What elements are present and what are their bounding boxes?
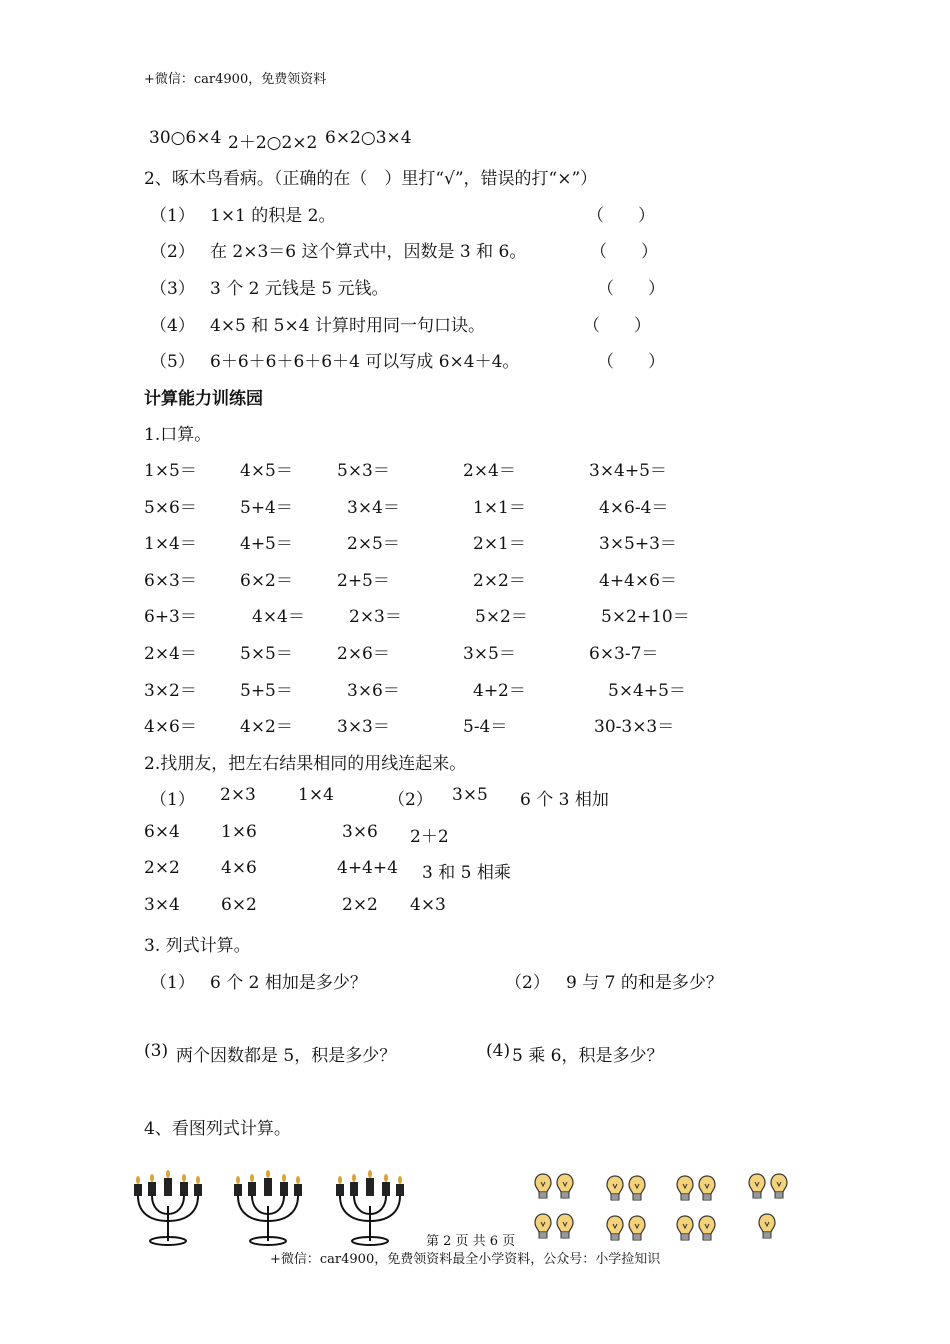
oral-item: 5×3＝ — [337, 461, 390, 481]
match-head-6: 6 个 3 相加 — [520, 790, 609, 810]
footer-page: 第 2 页 共 6 页 — [426, 1234, 516, 1249]
list-calc-q3-text: 两个因数都是 5，积是多少？ — [176, 1046, 397, 1066]
oral-item: 5-4＝ — [463, 717, 508, 737]
oral-item: 1×5＝ — [144, 461, 197, 481]
list-calc-q4-text: 5 乘 6，积是多少？ — [512, 1046, 664, 1066]
list-calc-q2-text: 9 与 7 的和是多少？ — [566, 973, 723, 993]
oral-item: 5×2＝ — [475, 607, 528, 627]
match-head-1: （1） — [150, 790, 195, 810]
oral-item: 2×5＝ — [347, 534, 400, 554]
oral-item: 4×6-4＝ — [599, 498, 669, 518]
list-calc-q2-num: （2） — [505, 973, 550, 993]
picture-calc-title: 4、看图列式计算。 — [144, 1119, 291, 1139]
match-head-5: 3×5 — [452, 785, 488, 805]
match-item[interactable]: 4×6 — [221, 858, 257, 878]
oral-item: 30-3×3＝ — [594, 717, 675, 737]
oral-item: 2×4＝ — [463, 461, 516, 481]
compare-item-2: 2＋2○2×2 — [228, 133, 318, 153]
oral-item: 3×2＝ — [144, 681, 197, 701]
match-item[interactable]: 6×2 — [221, 895, 257, 915]
oral-item: 2×4＝ — [144, 644, 197, 664]
oral-item: 3×5＝ — [463, 644, 516, 664]
oral-item: 6×3-7＝ — [589, 644, 659, 664]
candelabra-image — [228, 1166, 308, 1246]
q2-item-2-num: （2） — [150, 242, 195, 262]
match-item[interactable]: 2×2 — [144, 858, 180, 878]
oral-item: 3×4＝ — [347, 498, 400, 518]
candelabra-image — [128, 1166, 208, 1246]
oral-item: 4×2＝ — [240, 717, 293, 737]
match-item[interactable]: 2×2 — [342, 895, 378, 915]
q2-item-3-num: （3） — [150, 279, 195, 299]
match-item[interactable]: 2＋2 — [410, 827, 449, 847]
q2-item-5-text: 6＋6＋6＋6＋6＋4 可以写成 6×4＋4。 — [210, 352, 520, 372]
match-item[interactable]: 4×3 — [410, 895, 446, 915]
q2-title: 2、啄木鸟看病。（正确的在（ ）里打“√”，错误的打“×”） — [144, 169, 598, 189]
candelabra-image — [330, 1166, 410, 1246]
list-calc-q4-num: (4) — [486, 1041, 511, 1061]
oral-item: 6×2＝ — [240, 571, 293, 591]
q2-item-1-num: （1） — [150, 206, 195, 226]
oral-item: 4×6＝ — [144, 717, 197, 737]
oral-title: 1.口算。 — [144, 425, 212, 445]
oral-item: 4+5＝ — [240, 534, 293, 554]
q2-item-2-paren[interactable]: （ ） — [590, 242, 658, 262]
q2-item-5-num: （5） — [150, 352, 195, 372]
q2-item-1-text: 1×1 的积是 2。 — [210, 206, 336, 226]
oral-item: 6+3＝ — [144, 607, 197, 627]
match-head-4: （2） — [388, 790, 433, 810]
oral-item: 5×2+10＝ — [601, 607, 690, 627]
q2-item-4-num: （4） — [150, 316, 195, 336]
oral-item: 4×4＝ — [252, 607, 305, 627]
q2-item-5-paren[interactable]: （ ） — [597, 352, 665, 372]
oral-item: 2×6＝ — [337, 644, 390, 664]
oral-item: 1×4＝ — [144, 534, 197, 554]
match-head-3: 1×4 — [298, 785, 334, 805]
q2-item-3-paren[interactable]: （ ） — [597, 279, 665, 299]
oral-item: 5×5＝ — [240, 644, 293, 664]
header-note: +微信：car4900，免费领资料 — [144, 72, 327, 87]
list-calc-title: 3. 列式计算。 — [144, 936, 251, 956]
compare-item-3: 6×2○3×4 — [325, 128, 412, 148]
oral-item: 2×1＝ — [473, 534, 526, 554]
oral-item: 2×3＝ — [349, 607, 402, 627]
match-item[interactable]: 6×4 — [144, 822, 180, 842]
list-calc-q3-num: (3) — [144, 1041, 169, 1061]
list-calc-q1-text: 6 个 2 相加是多少？ — [210, 973, 367, 993]
oral-item: 1×1＝ — [473, 498, 526, 518]
oral-item: 5+5＝ — [240, 681, 293, 701]
section-title: 计算能力训练园 — [144, 389, 263, 409]
q2-item-3-text: 3 个 2 元钱是 5 元钱。 — [210, 279, 389, 299]
oral-item: 2+5＝ — [337, 571, 390, 591]
oral-item: 3×4+5＝ — [589, 461, 667, 481]
light-bulbs-image — [530, 1168, 800, 1252]
compare-item-1: 30○6×4 — [149, 128, 222, 148]
oral-item: 3×6＝ — [347, 681, 400, 701]
q2-item-4-paren[interactable]: （ ） — [583, 316, 651, 336]
oral-item: 5+4＝ — [240, 498, 293, 518]
match-item[interactable]: 3×6 — [342, 822, 378, 842]
match-head-2: 2×3 — [220, 785, 256, 805]
oral-item: 4×5＝ — [240, 461, 293, 481]
match-title: 2.找朋友，把左右结果相同的用线连起来。 — [144, 754, 467, 774]
match-item[interactable]: 3×4 — [144, 895, 180, 915]
oral-item: 5×6＝ — [144, 498, 197, 518]
oral-item: 4+4×6＝ — [599, 571, 677, 591]
list-calc-q1-num: （1） — [150, 973, 195, 993]
oral-item: 5×4+5＝ — [608, 681, 686, 701]
q2-item-2-text: 在 2×3＝6 这个算式中，因数是 3 和 6。 — [210, 242, 527, 262]
footer-note: +微信：car4900，免费领资料最全小学资料，公众号：小学捡知识 — [270, 1252, 661, 1267]
oral-item: 4+2＝ — [473, 681, 526, 701]
match-item[interactable]: 4+4+4 — [337, 858, 398, 878]
oral-item: 3×3＝ — [337, 717, 390, 737]
q2-item-4-text: 4×5 和 5×4 计算时用同一句口诀。 — [210, 316, 485, 336]
oral-item: 6×3＝ — [144, 571, 197, 591]
oral-item: 3×5+3＝ — [599, 534, 677, 554]
match-item[interactable]: 1×6 — [221, 822, 257, 842]
q2-item-1-paren[interactable]: （ ） — [587, 206, 655, 226]
oral-item: 2×2＝ — [473, 571, 526, 591]
match-item[interactable]: 3 和 5 相乘 — [422, 863, 511, 883]
